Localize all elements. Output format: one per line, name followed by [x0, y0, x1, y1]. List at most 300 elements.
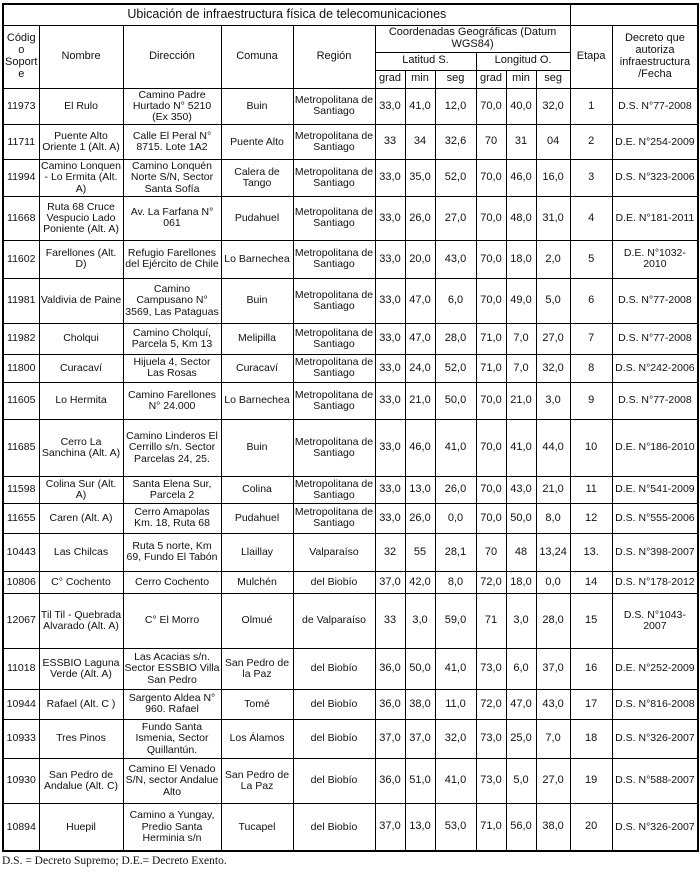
- cell-etapa: 1: [570, 88, 612, 125]
- cell-nombre: Caren (Alt. A): [39, 503, 123, 533]
- cell-lon-min: 5,0: [506, 758, 536, 803]
- table-row: [3, 125, 698, 160]
- cell-nombre: Farellones (Alt. D): [39, 240, 123, 278]
- cell-nombre: San Pedro de Andalue (Alt. C): [39, 758, 123, 803]
- cell-lon-grad: 70: [476, 125, 506, 160]
- cell-nombre: El Rulo: [39, 88, 123, 125]
- cell-lon-seg: 04: [536, 125, 570, 160]
- col-header-coordenadas: Coordenadas Geográficas (Datum WGS84): [375, 26, 570, 53]
- cell-lon-min: 21,0: [506, 382, 536, 419]
- cell-codigo: 11605: [3, 382, 39, 419]
- cell-lat-seg: 41,0: [435, 758, 476, 803]
- col-header-region: Región: [293, 26, 375, 89]
- cell-lon-min: 46,0: [506, 160, 536, 197]
- cell-decreto: D.S. N°326-2007: [612, 719, 698, 758]
- cell-lon-min: 40,0: [506, 88, 536, 125]
- title-row: [3, 4, 698, 26]
- cell-lat-min: 13,0: [405, 476, 435, 503]
- cell-etapa: 19: [570, 758, 612, 803]
- cell-etapa: 3: [570, 160, 612, 197]
- cell-lat-seg: 28,0: [435, 323, 476, 354]
- cell-lat-seg: 11,0: [435, 689, 476, 719]
- cell-etapa: 7: [570, 323, 612, 354]
- cell-region: Metropolitana de Santiago: [293, 196, 375, 240]
- cell-lon-seg: 16,0: [536, 160, 570, 197]
- cell-lon-min: 49,0: [506, 278, 536, 323]
- cell-lon-grad: 70,0: [476, 196, 506, 240]
- cell-lat-grad: 33,0: [375, 278, 405, 323]
- cell-decreto: D.S. N°816-2008: [612, 689, 698, 719]
- cell-comuna: Calera de Tango: [221, 160, 293, 197]
- cell-direccion: Las Acacias s/n. Sector ESSBIO Villa San Pedro: [123, 648, 221, 689]
- table-row: [3, 88, 698, 125]
- cell-codigo: 11668: [3, 196, 39, 240]
- cell-nombre: Colina Sur (Alt. A): [39, 476, 123, 503]
- cell-lat-seg: 50,0: [435, 382, 476, 419]
- cell-lon-min: 6,0: [506, 648, 536, 689]
- cell-etapa: 2: [570, 125, 612, 160]
- cell-region: Valparaíso: [293, 533, 375, 571]
- cell-lat-seg: 6,0: [435, 278, 476, 323]
- cell-comuna: Pudahuel: [221, 503, 293, 533]
- cell-etapa: 14: [570, 571, 612, 593]
- cell-decreto: D.S. N°398-2007: [612, 533, 698, 571]
- cell-comuna: Melipilla: [221, 323, 293, 354]
- cell-codigo: 11800: [3, 354, 39, 382]
- table-row: [3, 571, 698, 593]
- cell-comuna: Lo Barnechea: [221, 240, 293, 278]
- cell-region: Metropolitana de Santiago: [293, 160, 375, 197]
- cell-lat-min: 47,0: [405, 278, 435, 323]
- cell-decreto: D.E. N°541-2009: [612, 476, 698, 503]
- cell-codigo: 11685: [3, 419, 39, 476]
- cell-lat-min: 35,0: [405, 160, 435, 197]
- table-body: [3, 88, 698, 851]
- cell-lat-grad: 33,0: [375, 476, 405, 503]
- cell-lon-min: 25,0: [506, 719, 536, 758]
- cell-direccion: Camino El Venado S/N, sector Andalue Alto: [123, 758, 221, 803]
- cell-nombre: Ruta 68 Cruce Vespucio Lado Poniente (Alt. A): [39, 196, 123, 240]
- cell-lon-seg: 8,0: [536, 503, 570, 533]
- col-header-lat-seg: seg: [435, 70, 476, 88]
- cell-direccion: Santa Elena Sur, Parcela 2: [123, 476, 221, 503]
- cell-etapa: 11: [570, 476, 612, 503]
- cell-nombre: Tres Pinos: [39, 719, 123, 758]
- cell-lat-min: 46,0: [405, 419, 435, 476]
- cell-etapa: 5: [570, 240, 612, 278]
- cell-nombre: C° Cochento: [39, 571, 123, 593]
- cell-comuna: Buin: [221, 419, 293, 476]
- cell-direccion: Calle El Peral N° 8715. Lote 1A2: [123, 125, 221, 160]
- cell-lon-grad: 70,0: [476, 88, 506, 125]
- cell-lon-min: 47,0: [506, 689, 536, 719]
- cell-lat-seg: 41,0: [435, 419, 476, 476]
- cell-lat-seg: 32,0: [435, 719, 476, 758]
- table-row: [3, 803, 698, 851]
- cell-nombre: Puente Alto Oriente 1 (Alt. A): [39, 125, 123, 160]
- cell-lon-seg: 27,0: [536, 758, 570, 803]
- table-row: [3, 196, 698, 240]
- cell-etapa: 8: [570, 354, 612, 382]
- cell-comuna: Curacaví: [221, 354, 293, 382]
- cell-lon-seg: 31,0: [536, 196, 570, 240]
- cell-comuna: Tucapel: [221, 803, 293, 851]
- cell-codigo: 10933: [3, 719, 39, 758]
- col-header-decreto: Decreto que autoriza infraestructura /Fecha: [612, 26, 698, 89]
- cell-nombre: Curacaví: [39, 354, 123, 382]
- cell-lat-min: 20,0: [405, 240, 435, 278]
- cell-lon-min: 41,0: [506, 419, 536, 476]
- cell-lat-grad: 33,0: [375, 354, 405, 382]
- cell-region: del Biobío: [293, 758, 375, 803]
- cell-lat-grad: 33,0: [375, 88, 405, 125]
- cell-lat-min: 13,0: [405, 803, 435, 851]
- cell-lat-grad: 33,0: [375, 323, 405, 354]
- cell-codigo: 11655: [3, 503, 39, 533]
- cell-decreto: D.E. N°186-2010: [612, 419, 698, 476]
- title-row-empty-cell: [570, 4, 698, 26]
- cell-decreto: D.E. N°181-2011: [612, 196, 698, 240]
- cell-nombre: Valdivia de Paine: [39, 278, 123, 323]
- cell-lon-grad: 70,0: [476, 278, 506, 323]
- cell-lon-grad: 73,0: [476, 648, 506, 689]
- cell-lon-min: 48: [506, 533, 536, 571]
- cell-lat-seg: 52,0: [435, 160, 476, 197]
- cell-lon-grad: 73,0: [476, 719, 506, 758]
- table-row: [3, 648, 698, 689]
- cell-decreto: D.S. N°555-2006: [612, 503, 698, 533]
- cell-comuna: Lo Barnechea: [221, 382, 293, 419]
- cell-lon-grad: 70,0: [476, 419, 506, 476]
- cell-etapa: 9: [570, 382, 612, 419]
- footnote: D.S. = Decreto Supremo; D.E.= Decreto Exento.: [2, 855, 227, 868]
- cell-lon-grad: 70: [476, 533, 506, 571]
- cell-codigo: 10894: [3, 803, 39, 851]
- cell-lat-seg: 53,0: [435, 803, 476, 851]
- cell-direccion: C° El Morro: [123, 593, 221, 648]
- cell-comuna: Olmué: [221, 593, 293, 648]
- cell-lat-seg: 52,0: [435, 354, 476, 382]
- cell-decreto: D.S. N°77-2008: [612, 278, 698, 323]
- cell-codigo: 11602: [3, 240, 39, 278]
- cell-region: del Biobío: [293, 803, 375, 851]
- col-header-lat-min: min: [405, 70, 435, 88]
- table-row: [3, 593, 698, 648]
- cell-lat-grad: 33: [375, 593, 405, 648]
- cell-lat-seg: 32,6: [435, 125, 476, 160]
- cell-lat-min: 47,0: [405, 323, 435, 354]
- cell-decreto: D.S. N°77-2008: [612, 88, 698, 125]
- cell-lat-min: 26,0: [405, 196, 435, 240]
- cell-lon-grad: 71: [476, 593, 506, 648]
- cell-lat-grad: 37,0: [375, 571, 405, 593]
- table-title: Ubicación de infraestructura física de telecomunicaciones: [3, 4, 570, 26]
- cell-lon-min: 7,0: [506, 354, 536, 382]
- cell-lon-grad: 72,0: [476, 571, 506, 593]
- cell-etapa: 6: [570, 278, 612, 323]
- cell-lon-seg: 13,24: [536, 533, 570, 571]
- cell-lon-seg: 27,0: [536, 323, 570, 354]
- cell-lat-seg: 8,0: [435, 571, 476, 593]
- cell-nombre: Til Til - Quebrada Alvarado (Alt. A): [39, 593, 123, 648]
- cell-etapa: 13.: [570, 533, 612, 571]
- cell-codigo: 11981: [3, 278, 39, 323]
- cell-lat-grad: 33,0: [375, 196, 405, 240]
- table-row: [3, 719, 698, 758]
- cell-lat-grad: 33: [375, 125, 405, 160]
- cell-lat-grad: 37,0: [375, 803, 405, 851]
- cell-lon-min: 48,0: [506, 196, 536, 240]
- cell-lat-grad: 36,0: [375, 648, 405, 689]
- cell-direccion: Camino Farellones N° 24.000: [123, 382, 221, 419]
- cell-lon-min: 43,0: [506, 476, 536, 503]
- cell-lon-grad: 70,0: [476, 160, 506, 197]
- cell-lon-grad: 70,0: [476, 476, 506, 503]
- cell-lat-min: 51,0: [405, 758, 435, 803]
- cell-decreto: D.S. N°588-2007: [612, 758, 698, 803]
- col-header-direccion: Dirección: [123, 26, 221, 89]
- cell-decreto: D.S. N°323-2006: [612, 160, 698, 197]
- cell-lat-seg: 41,0: [435, 648, 476, 689]
- cell-lat-min: 3,0: [405, 593, 435, 648]
- cell-lat-min: 38,0: [405, 689, 435, 719]
- cell-decreto: D.E. N°252-2009: [612, 648, 698, 689]
- cell-codigo: 11711: [3, 125, 39, 160]
- cell-lat-grad: 32: [375, 533, 405, 571]
- cell-nombre: ESSBIO Laguna Verde (Alt. A): [39, 648, 123, 689]
- cell-lon-seg: 5,0: [536, 278, 570, 323]
- col-header-lon-min: min: [506, 70, 536, 88]
- cell-lon-min: 18,0: [506, 240, 536, 278]
- cell-comuna: Llaillay: [221, 533, 293, 571]
- cell-lon-min: 50,0: [506, 503, 536, 533]
- cell-direccion: Camino Lonquén Norte S/N, Sector Santa Sofía: [123, 160, 221, 197]
- cell-lon-grad: 70,0: [476, 382, 506, 419]
- cell-nombre: Camino Lonquen - Lo Ermita (Alt. A): [39, 160, 123, 197]
- cell-comuna: Puente Alto: [221, 125, 293, 160]
- cell-decreto: D.S. N°178-2012: [612, 571, 698, 593]
- col-header-longitud: Longitud O.: [476, 52, 570, 70]
- table-row: [3, 160, 698, 197]
- table-row: [3, 503, 698, 533]
- cell-lat-min: 37,0: [405, 719, 435, 758]
- cell-nombre: Cerro La Sanchina (Alt. A): [39, 419, 123, 476]
- table-row: [3, 323, 698, 354]
- cell-region: del Biobío: [293, 648, 375, 689]
- cell-etapa: 12: [570, 503, 612, 533]
- cell-lat-grad: 33,0: [375, 419, 405, 476]
- col-header-comuna: Comuna: [221, 26, 293, 89]
- cell-nombre: Rafael (Alt. C ): [39, 689, 123, 719]
- cell-etapa: 4: [570, 196, 612, 240]
- cell-codigo: 10806: [3, 571, 39, 593]
- cell-lat-seg: 0,0: [435, 503, 476, 533]
- cell-lon-grad: 72,0: [476, 689, 506, 719]
- cell-comuna: Mulchén: [221, 571, 293, 593]
- col-header-lon-grad: grad: [476, 70, 506, 88]
- cell-lat-seg: 43,0: [435, 240, 476, 278]
- cell-nombre: Cholqui: [39, 323, 123, 354]
- cell-lon-grad: 73,0: [476, 758, 506, 803]
- cell-lat-seg: 59,0: [435, 593, 476, 648]
- table-row: [3, 419, 698, 476]
- col-header-lon-seg: seg: [536, 70, 570, 88]
- cell-region: Metropolitana de Santiago: [293, 323, 375, 354]
- cell-lon-seg: 32,0: [536, 88, 570, 125]
- cell-lon-grad: 71,0: [476, 803, 506, 851]
- cell-decreto: D.S. N°1043-2007: [612, 593, 698, 648]
- cell-region: Metropolitana de Santiago: [293, 354, 375, 382]
- cell-lon-seg: 38,0: [536, 803, 570, 851]
- cell-decreto: D.S. N°77-2008: [612, 382, 698, 419]
- table-row: [3, 689, 698, 719]
- cell-region: del Biobío: [293, 571, 375, 593]
- cell-lat-min: 42,0: [405, 571, 435, 593]
- cell-region: Metropolitana de Santiago: [293, 476, 375, 503]
- cell-lon-seg: 43,0: [536, 689, 570, 719]
- cell-lat-min: 26,0: [405, 503, 435, 533]
- cell-direccion: Cerro Cochento: [123, 571, 221, 593]
- cell-codigo: 11982: [3, 323, 39, 354]
- cell-comuna: Pudahuel: [221, 196, 293, 240]
- col-header-etapa: Etapa: [570, 26, 612, 89]
- cell-region: Metropolitana de Santiago: [293, 278, 375, 323]
- cell-comuna: San Pedro de la Paz: [221, 648, 293, 689]
- cell-decreto: D.E. N°1032-2010: [612, 240, 698, 278]
- header-row-1: [3, 26, 698, 53]
- cell-lat-min: 24,0: [405, 354, 435, 382]
- cell-lat-min: 21,0: [405, 382, 435, 419]
- cell-direccion: Refugio Farellones del Ejército de Chile: [123, 240, 221, 278]
- cell-region: Metropolitana de Santiago: [293, 503, 375, 533]
- cell-etapa: 15: [570, 593, 612, 648]
- table-row: [3, 278, 698, 323]
- cell-direccion: Camino Campusano N° 3569, Las Pataguas: [123, 278, 221, 323]
- cell-lon-seg: 28,0: [536, 593, 570, 648]
- cell-codigo: 10944: [3, 689, 39, 719]
- cell-lon-min: 31: [506, 125, 536, 160]
- cell-lon-min: 56,0: [506, 803, 536, 851]
- cell-direccion: Camino Linderos El Cerrillo s/n. Sector Parcelas 24, 25.: [123, 419, 221, 476]
- cell-lon-seg: 44,0: [536, 419, 570, 476]
- col-header-codigo: Código Soporte: [3, 26, 39, 89]
- cell-lon-grad: 70,0: [476, 503, 506, 533]
- cell-nombre: Las Chilcas: [39, 533, 123, 571]
- cell-lat-min: 41,0: [405, 88, 435, 125]
- cell-codigo: 11018: [3, 648, 39, 689]
- cell-decreto: D.S. N°326-2007: [612, 803, 698, 851]
- cell-etapa: 17: [570, 689, 612, 719]
- cell-decreto: D.E. N°254-2009: [612, 125, 698, 160]
- cell-etapa: 20: [570, 803, 612, 851]
- cell-region: del Biobío: [293, 689, 375, 719]
- cell-region: de Valparaíso: [293, 593, 375, 648]
- cell-region: Metropolitana de Santiago: [293, 419, 375, 476]
- cell-direccion: Sargento Aldea N° 960. Rafael: [123, 689, 221, 719]
- cell-direccion: Av. La Farfana N° 061: [123, 196, 221, 240]
- cell-lat-min: 34: [405, 125, 435, 160]
- cell-lat-grad: 36,0: [375, 758, 405, 803]
- cell-comuna: San Pedro de La Paz: [221, 758, 293, 803]
- cell-lon-seg: 2,0: [536, 240, 570, 278]
- cell-lon-grad: 71,0: [476, 354, 506, 382]
- cell-codigo: 10443: [3, 533, 39, 571]
- cell-lon-min: 7,0: [506, 323, 536, 354]
- cell-lat-grad: 33,0: [375, 160, 405, 197]
- cell-comuna: Tomé: [221, 689, 293, 719]
- cell-codigo: 10930: [3, 758, 39, 803]
- cell-codigo: 12067: [3, 593, 39, 648]
- cell-region: Metropolitana de Santiago: [293, 88, 375, 125]
- cell-lat-grad: 33,0: [375, 382, 405, 419]
- cell-direccion: Ruta 5 norte, Km 69, Fundo El Tabón: [123, 533, 221, 571]
- table-row: [3, 240, 698, 278]
- cell-lat-grad: 37,0: [375, 719, 405, 758]
- table-row: [3, 476, 698, 503]
- cell-lon-min: 3,0: [506, 593, 536, 648]
- cell-lat-grad: 33,0: [375, 503, 405, 533]
- cell-region: Metropolitana de Santiago: [293, 240, 375, 278]
- table-row: [3, 533, 698, 571]
- cell-direccion: Hijuela 4, Sector Las Rosas: [123, 354, 221, 382]
- cell-lon-seg: 0,0: [536, 571, 570, 593]
- cell-lon-seg: 3,0: [536, 382, 570, 419]
- cell-etapa: 16: [570, 648, 612, 689]
- table-row: [3, 354, 698, 382]
- cell-decreto: D.S. N°242-2006: [612, 354, 698, 382]
- cell-nombre: Lo Hermita: [39, 382, 123, 419]
- table-row: [3, 758, 698, 803]
- cell-direccion: Camino a Yungay, Predio Santa Herminia s/n: [123, 803, 221, 851]
- infrastructure-table: [2, 3, 699, 852]
- cell-comuna: Colina: [221, 476, 293, 503]
- cell-lat-seg: 12,0: [435, 88, 476, 125]
- cell-lon-min: 18,0: [506, 571, 536, 593]
- cell-lat-min: 55: [405, 533, 435, 571]
- cell-lon-seg: 21,0: [536, 476, 570, 503]
- cell-lon-grad: 71,0: [476, 323, 506, 354]
- cell-lat-grad: 33,0: [375, 240, 405, 278]
- cell-comuna: Los Álamos: [221, 719, 293, 758]
- cell-codigo: 11994: [3, 160, 39, 197]
- cell-codigo: 11598: [3, 476, 39, 503]
- cell-comuna: Buin: [221, 88, 293, 125]
- cell-nombre: Huepil: [39, 803, 123, 851]
- cell-region: del Biobío: [293, 719, 375, 758]
- cell-lon-seg: 7,0: [536, 719, 570, 758]
- cell-lon-seg: 37,0: [536, 648, 570, 689]
- cell-direccion: Fundo Santa Ismenia, Sector Quillantún.: [123, 719, 221, 758]
- cell-lat-grad: 36,0: [375, 689, 405, 719]
- cell-lat-seg: 27,0: [435, 196, 476, 240]
- col-header-lat-grad: grad: [375, 70, 405, 88]
- col-header-latitud: Latitud S.: [375, 52, 476, 70]
- cell-etapa: 18: [570, 719, 612, 758]
- cell-codigo: 11973: [3, 88, 39, 125]
- cell-lat-seg: 28,1: [435, 533, 476, 571]
- cell-direccion: Camino Padre Hurtado N° 5210 (Ex 350): [123, 88, 221, 125]
- cell-lat-min: 50,0: [405, 648, 435, 689]
- table-header: [3, 4, 698, 88]
- cell-region: Metropolitana de Santiago: [293, 125, 375, 160]
- cell-etapa: 10: [570, 419, 612, 476]
- col-header-nombre: Nombre: [39, 26, 123, 89]
- table-row: [3, 382, 698, 419]
- cell-comuna: Buin: [221, 278, 293, 323]
- cell-lon-grad: 70,0: [476, 240, 506, 278]
- cell-direccion: Camino Cholquí, Parcela 5, Km 13: [123, 323, 221, 354]
- cell-decreto: D.S. N°77-2008: [612, 323, 698, 354]
